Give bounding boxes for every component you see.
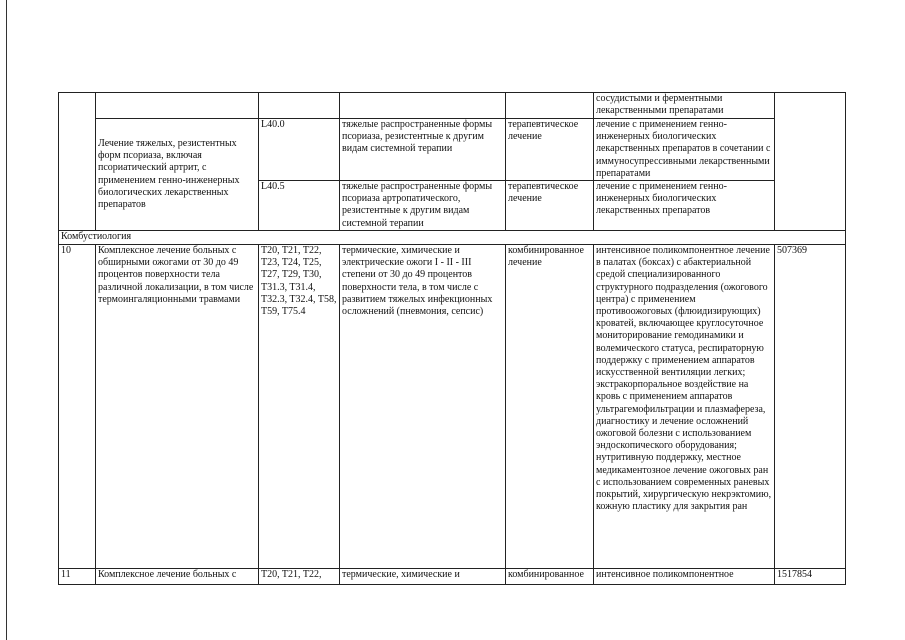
psoriasis-name-text: Лечение тяжелых, резистентных форм псориаза, включая псориатический артрит, с применением генно-инженерных биологических лекарственных препаратов [98,137,240,210]
model-cell: термические, химические и электрические ожоги I - II - III степени от 30 до 49 процентов поверхности тела, в том числе с развитием тяжелых инфекционных осложнений (пневмония, сепсис) [340,245,506,569]
method-cell: интенсивное поликомпонентное [594,569,775,585]
method-cell: интенсивное поликомпонентное лечение в палатах (боксах) с абактериальной средой специализированного структурного подразделения (ожогового центра) с применением противоожоговых (флюидизирующих) кроватей, включающее круглосуточное мониторирование гемодинамики и волемического статуса, респираторную поддержку с применением аппаратов искусственной вентиляции легких; экстракорпоральное воздействие на кровь с применением аппаратов ультрагемофильтрации и плазмафереза, диагностику и лечение осложнений ожоговой болезни с использованием эндоскопического оборудования; нутритивную поддержку, местное медикаментозное лечение ожоговых ран с использованием современных раневых покрытий, хирургическую некрэктомию, кожную пластику для закрытия ран [594,245,775,569]
name-cell [96,119,259,231]
table-row-psoriasis-1 [59,119,846,181]
price-cell-empty [775,93,846,231]
section-heading: Комбустиология [59,231,846,245]
row-number: 11 [59,569,96,585]
type-cell: комбинированное лечение [506,245,594,569]
method-cell: лечение с применением генно-инженерных биологических лекарственных препаратов в сочетании с иммуносупрессивными лекарственными препаратами [594,119,775,181]
model-cell: тяжелые распространенные формы псориаза артропатического, резистентные к другим видам системной терапии [340,181,506,231]
model-cell-empty [340,93,506,119]
price-cell: 507369 [775,245,846,569]
model-cell: тяжелые распространенные формы псориаза, резистентные к другим видам системной терапии [340,119,506,181]
model-cell: термические, химические и [340,569,506,585]
table-row-11 [59,569,846,585]
name-cell-empty [96,93,259,119]
table-row-10 [59,245,846,569]
codes-cell-empty [259,93,340,119]
codes-cell: L40.0 [259,119,340,181]
type-cell: комбинированное [506,569,594,585]
name-cell: Комплексное лечение больных с [96,569,259,585]
num-cell-empty [59,93,96,231]
type-cell: терапевтическое лечение [506,119,594,181]
type-cell-empty [506,93,594,119]
table-row-section [59,231,846,245]
price-cell: 1517854 [775,569,846,585]
type-cell: терапевтическое лечение [506,181,594,231]
codes-cell: T20, T21, T22, [259,569,340,585]
method-cell: сосудистыми и ферментными лекарственными препаратами [594,93,775,119]
table-row-continuation [59,93,846,119]
method-cell: лечение с применением генно-инженерных биологических лекарственных препаратов [594,181,775,231]
page-edge-rule [6,0,7,640]
codes-cell: T20, T21, T22, T23, T24, T25, T27, T29, T30, T31.3, T31.4, T32.3, T32.4, T58, T59, T75.4 [259,245,340,569]
name-cell: Комплексное лечение больных с обширными ожогами от 30 до 49 процентов поверхности тела различной локализации, в том числе термоингаляционными травмами [96,245,259,569]
row-number: 10 [59,245,96,569]
codes-cell: L40.5 [259,181,340,231]
medical-care-table [58,92,846,585]
